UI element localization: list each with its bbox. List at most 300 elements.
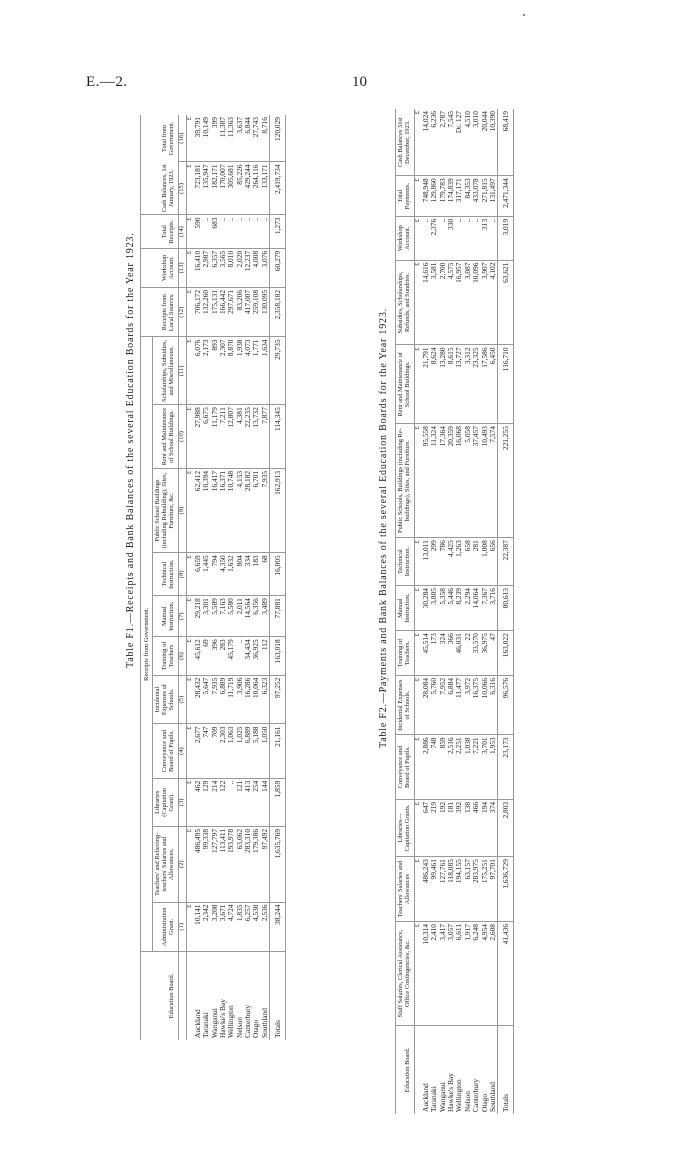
table-cell: 6,889 [219,675,227,724]
table-cell: 37,457 [472,424,480,538]
table-cell: 3,076 [261,248,270,287]
t1-col-header: Teachers' and Relieving-teachers' Salaries and Allowances. [153,826,179,902]
table-cell: 13,280 [438,345,446,424]
totals-cell: 16,005 [269,553,285,596]
table-cell: 4,510 [462,111,472,128]
table-cell: 36,925 [252,637,260,675]
table-cell: 6,701 [252,468,260,552]
currency-row [414,109,421,1114]
table-cell: 1,632 [227,553,235,596]
totals-label: Totals [497,1026,513,1115]
table-cell: 590 [194,215,202,248]
table-cell: 264,116 [252,162,260,215]
table-cell: 433,078 [472,176,480,217]
totals-cell: 120,029 [269,115,285,162]
table-cell: 3,312 [464,345,472,424]
table-cell: 2,173 [202,337,210,405]
column-number: (11) [178,337,186,405]
table-cell: 11,179 [210,405,218,469]
table-cell: 170,007 [219,162,227,215]
table-cell: .. [227,778,235,826]
table-cell: 97,701 [489,857,498,922]
table-row [438,109,446,1114]
table-cell: 1,025 [235,724,243,778]
t2-col-header: Workshop Account. [396,216,415,260]
table-cell: 5,760 [430,675,438,734]
totals-cell: 22,387 [497,538,513,586]
table-cell: 11,719 [227,675,235,724]
column-number: (10) [178,405,186,469]
table-cell: 7,935 [261,468,270,552]
t2-col-header: Subsidies, Scholarships, Refunds, and Sundries. [396,260,415,345]
currency-symbol: £ [414,921,421,1025]
totals-cell: 41,436 [497,921,513,1025]
totals-cell: 3,019 [497,216,513,260]
column-number: (13) [178,248,186,287]
table-cell: 4,008 [252,248,260,287]
t1-group-header: Receipts from Government. [141,337,153,952]
table-cell: 22 [464,631,472,676]
table-cell: 7,935 [210,675,218,724]
table-cell: 17,364 [438,424,446,538]
table-cell: 1,771 [252,337,260,405]
table-cell: 12,807 [227,405,235,469]
table-row [430,109,438,1114]
board-name: Auckland [194,952,202,1041]
table-cell: 3,805 [430,586,438,631]
table-cell: .. [464,216,472,260]
table-cell: 486,495 [194,826,202,902]
board-name: Southland [261,952,270,1041]
table-cell: 7,545 [446,111,456,128]
table-cell: 6,884 [447,675,455,734]
t2-col-header: Public Schools, Buildings (including Re-buildings), Sites, and Furniture. [396,424,415,538]
table-cell: 3,906 [235,675,243,724]
table-cell: .. [489,216,498,260]
t1-col-header: Total Receipts. [141,215,179,248]
table-cell: 118,085 [447,857,455,922]
table-cell: 3,565 [219,248,227,287]
table-cell: 417,007 [244,287,252,337]
table-cell: 112 [261,637,270,675]
currency-symbol: £ [414,857,421,922]
table-cell: 366 [447,631,455,676]
table-cell: 68 [261,553,270,596]
table-cell: 8,716 [259,117,269,134]
table-cell: 6,889 [244,724,252,778]
t1-col-header: Incidental Expenses of Schools. [153,675,179,724]
table-cell: 10,390 [487,111,497,132]
table-cell: 3,716 [489,586,498,631]
table-cell: 194,155 [455,857,463,922]
table-cell: 16,417 [210,468,218,552]
table-cell: 893 [210,337,218,405]
column-number: (8) [178,553,186,596]
currency-symbol: £ [186,637,193,675]
table-cell: 4,102 [489,260,498,345]
table-cell: 4,350 [219,553,227,596]
table-cell: 122 [219,778,227,826]
t1-col-header: Total from Government. [153,115,179,162]
totals-cell: 2,803 [497,799,513,856]
table-row [472,109,480,1114]
currency-symbol: £ [414,345,421,424]
t1-col-header: Workshop Account. [141,248,179,287]
table-cell: 3,417 [438,921,446,1025]
table-cell: 46,031 [455,631,463,676]
table-cell: 1,050 [261,724,270,778]
table-cell: 6,257 [244,902,252,951]
table-row [455,109,463,1114]
currency-symbol: £ [414,260,421,345]
table-cell: .. [219,215,227,248]
table-cell: 129 [202,778,210,826]
table-cell: 10,748 [227,468,235,552]
table-cell: 63,157 [464,857,472,922]
table-cell: 16,375 [472,675,480,734]
table-cell: 3,972 [464,675,472,734]
table-cell: 16,286 [244,675,252,724]
totals-cell: 38,244 [269,902,285,951]
table-row [489,109,498,1114]
table-cell: 786 [438,538,446,586]
table-cell: 194 [480,799,488,856]
table-cell: 647 [422,799,430,856]
totals-row [269,115,285,1040]
totals-cell: 80,613 [497,586,513,631]
table-cell: 2,516 [447,735,455,799]
table-cell: 462 [194,778,202,826]
table-cell: 283,310 [244,826,252,902]
table-cell: 466 [472,799,480,856]
report-reference: E.—2. [86,74,128,90]
table-cell: 6,675 [202,405,210,469]
table-cell: 4,954 [480,921,488,1025]
table-cell: 138 [464,799,472,856]
table-cell: 95,558 [422,424,430,538]
totals-cell: 221,255 [497,424,513,538]
totals-cell: 116,710 [497,345,513,424]
table-cell: 486,243 [422,857,430,922]
table-cell: .. [235,215,243,248]
table-cell: 2,020 [235,248,243,287]
table-cell: 5,580 [227,596,235,637]
currency-symbol: £ [414,538,421,586]
table-cell: 6,323 [261,675,270,724]
board-name: Wellington [227,952,235,1041]
table-cell: 179,386 [252,826,260,902]
totals-cell: 1,636,729 [497,857,513,922]
currency-symbol: £ [414,586,421,631]
table-cell: 14,616 [422,260,430,345]
table-cell: 10,149 [201,117,211,138]
table-cell: 3,671 [219,902,227,951]
currency-symbol: £ [186,902,193,951]
table-cell: 113,411 [219,826,227,902]
table-cell: 16,957 [455,260,463,345]
table-cell: 33,570 [472,631,480,676]
table-cell: 10,314 [422,921,430,1025]
table-cell: 8,615 [447,345,455,424]
table-cell: 7,211 [219,405,227,469]
table-cell: 83,206 [235,287,243,337]
table-cell: 2,700 [438,260,446,345]
t1-col-header: Training of Teachers [153,637,179,675]
table-cell: 299 [430,538,438,586]
table-cell: .. [252,215,260,248]
table-cell: 683 [210,215,218,248]
table-cell: 22,235 [244,405,252,469]
t2-col-header: Cash Balances 31st December, 1923. [396,109,415,176]
t2-col-header: Education Board. [396,1026,415,1115]
table-cell: 192 [438,799,446,856]
table-cell: 2,608 [489,921,498,1025]
table-cell: 183 [252,553,260,596]
table-cell: 20,359 [447,424,455,538]
table-cell: 8,624 [430,345,438,424]
table-cell: 6,248 [472,921,480,1025]
table-cell: 97,492 [261,826,270,902]
currency-symbol: £ [414,631,421,676]
currency-symbol: £ [186,553,193,596]
table-cell: 5,647 [202,675,210,724]
table-cell: 804 [235,553,243,596]
table-cell: 8,239 [455,586,463,631]
table-cell: 1,938 [235,337,243,405]
table-cell: 13,727 [455,345,463,424]
table-cell: 10,066 [480,675,488,734]
table-cell: 85,226 [235,162,243,215]
table-cell: 399 [209,117,219,129]
table-cell: 6,450 [489,345,498,424]
table-cell: 4,153 [235,468,243,552]
t1-col-header: Scholarships, Subsidies, and Miscellaneous. [153,337,179,405]
currency-symbol: £ [186,215,193,248]
table-cell: 2,987 [202,248,210,287]
table-cell: 254 [252,778,260,826]
column-number: (7) [178,596,186,637]
totals-cell: 63,621 [497,260,513,345]
table-cell: 14,064 [472,586,480,631]
column-number [178,952,186,1041]
board-name: Wanganui [210,952,218,1041]
table-cell: 181 [447,799,455,856]
t1-col-header: Rent and Maintenance of School Buildings. [153,405,179,469]
table-cell: 4,575 [447,260,455,345]
table-cell: 131,497 [489,176,498,217]
t2-col-header: Conveyance and Board of Pupils. [396,735,415,799]
table-cell: 723,181 [194,162,202,215]
table-cell: 127,797 [210,826,218,902]
table-cell: 166,442 [219,287,227,337]
totals-cell: 77,881 [269,596,285,637]
table-cell: 29,218 [194,596,202,637]
table-cell: 2,376 [430,216,438,260]
table-cell: 6,316 [489,675,498,734]
t2-col-header: Incidental Expenses of Schools. [396,675,415,734]
column-number: (14) [178,215,186,248]
table-cell: 214 [210,778,218,826]
table-cell: 392 [455,799,463,856]
totals-cell: 162,913 [269,468,285,552]
t2-col-header: Manual Instruction. [396,586,415,631]
table-cell: 69 [202,637,210,675]
table-cell: 317,171 [455,176,463,217]
table-cell: 28,432 [194,675,202,724]
t1-col-header: Education Board. [141,952,179,1041]
t2-col-header: Staff Salaries, Clerical Assistance, Office Contingencies, &c. [396,921,415,1025]
totals-cell: 114,345 [269,405,285,469]
currency-symbol: £ [414,799,421,856]
table-cell: 4,073 [244,337,252,405]
board-name: Nelson [235,952,243,1041]
table-cell: 6,611 [455,921,463,1025]
table-cell: 3,087 [464,260,472,345]
table-cell: .. [472,216,480,260]
currency-symbol: £ [186,675,193,724]
t1-col-header: Manual Instruction. [153,596,179,637]
table-cell: 4,724 [227,902,235,951]
table-cell: 429,244 [244,162,252,215]
totals-cell: 2,471,344 [497,176,513,217]
table-cell: 2,294 [464,586,472,631]
table-cell: 11,477 [455,675,463,734]
table-cell: 7,163 [219,596,227,637]
table-cell: 4,530 [252,902,260,951]
table-cell: 21,791 [422,345,430,424]
table-cell: 3,581 [430,260,438,345]
table-cell: 3,637 [234,117,244,134]
currency-symbol: £ [186,248,193,287]
table-cell: 1,953 [489,735,498,799]
table-cell: 175,251 [480,857,488,922]
table1-title: Table F1.—Receipts and Bank Balances of the several Education Boards for the Year 1923. [125,232,136,668]
board-name: Nelson [464,1026,472,1115]
table-cell: 3,010 [471,111,481,128]
table-cell: 2,011 [235,596,243,637]
table-cell: .. [202,215,210,248]
table-cell: 7,574 [489,424,498,538]
table-cell: 2,410 [430,921,438,1025]
t2-col-header: Libraries—Capitation Grants. [396,799,415,856]
table-cell: 324 [438,631,446,676]
table-cell: 6,659 [194,553,202,596]
table-cell: 283 [219,637,227,675]
table2-wrapper [395,109,514,1114]
table-cell: 313 [480,216,488,260]
table-cell: 7,877 [261,405,270,469]
table1 [140,115,286,1040]
currency-symbol: £ [414,675,421,734]
table-cell: 11,387 [218,117,228,138]
board-name: Otago [252,952,260,1041]
t1-col-header: Conveyance and Board of Pupils. [153,724,179,778]
table-cell: 39,791 [192,117,202,138]
table-cell: 63,062 [235,826,243,902]
currency-symbol: £ [414,216,421,260]
t1-col-header: Receipts from Local Sources. [141,287,179,337]
board-name: Canterbury [244,952,252,1041]
table-cell: 7,367 [480,586,488,631]
table-cell: 297,671 [227,287,235,337]
totals-cell: 2,419,734 [269,162,285,215]
table-cell: 1,634 [261,337,270,405]
speck [523,14,525,16]
table-cell: 11,363 [226,117,236,138]
totals-cell: 163,022 [497,631,513,676]
table-cell: 23,325 [472,345,480,424]
t2-col-header: Rent and Maintenance of School Buildings. [396,345,415,424]
currency-symbol: £ [413,111,421,115]
totals-cell: 1,273 [269,215,285,248]
totals-row [497,109,513,1114]
t2-col-header: Total Payments. [396,176,415,217]
totals-cell: 1,859 [269,778,285,826]
table-cell: 656 [489,538,498,586]
table-cell: 8,010 [227,248,235,287]
table-cell: 6,076 [194,337,202,405]
table-cell: 144 [261,778,270,826]
board-name: Taranaki [430,1026,438,1115]
table-row [422,109,430,1114]
table-cell: 173 [430,631,438,676]
table-cell: 99,338 [202,826,210,902]
table-cell: 330 [447,216,455,260]
table-cell: 2,251 [455,735,463,799]
table-cell: 27,743 [251,117,261,138]
table-cell: 2,677 [194,724,202,778]
table-cell: 219 [430,799,438,856]
table-cell: 84,353 [464,176,472,217]
table-cell: 281 [472,538,480,586]
currency-symbol: £ [186,724,193,778]
table-cell: 129,860 [430,176,438,217]
table-cell: .. [244,215,252,248]
t2-col-header: Technical Instruction. [396,538,415,586]
table-cell: 62,412 [194,468,202,552]
table2 [395,109,514,1114]
table-cell: 5,446 [447,586,455,631]
table-cell: 45,612 [194,637,202,675]
table-cell: 2,787 [437,111,447,128]
table-cell: 6,844 [243,117,253,134]
table-cell: 16,371 [219,468,227,552]
t1-col-header: Technical Instruction. [153,553,179,596]
table-cell: 283,975 [472,857,480,922]
table-cell: 34,434 [244,637,252,675]
table-cell: 1,008 [480,538,488,586]
table-cell: 794 [210,553,218,596]
table-cell: 859 [438,735,446,799]
table-cell: 47 [489,631,498,676]
table-cell: 10,141 [194,902,202,951]
table1-wrapper [140,115,286,1040]
currency-symbol: £ [414,176,421,217]
table-cell: 5,188 [252,724,260,778]
board-name: Taranaki [202,952,210,1041]
totals-cell: 96,576 [497,675,513,734]
table-cell: 3,701 [480,735,488,799]
table-cell: .. [227,215,235,248]
table-cell: Dr. 127 [454,111,464,134]
table-cell: 10,096 [472,260,480,345]
t1-col-header: Cash Balances, 1st January, 1923. [141,162,179,215]
table-cell: .. [438,216,446,260]
currency-symbol: £ [185,117,193,121]
table-cell: 27,988 [194,405,202,469]
table-cell: 132,260 [202,287,210,337]
currency-symbol: £ [186,162,193,215]
